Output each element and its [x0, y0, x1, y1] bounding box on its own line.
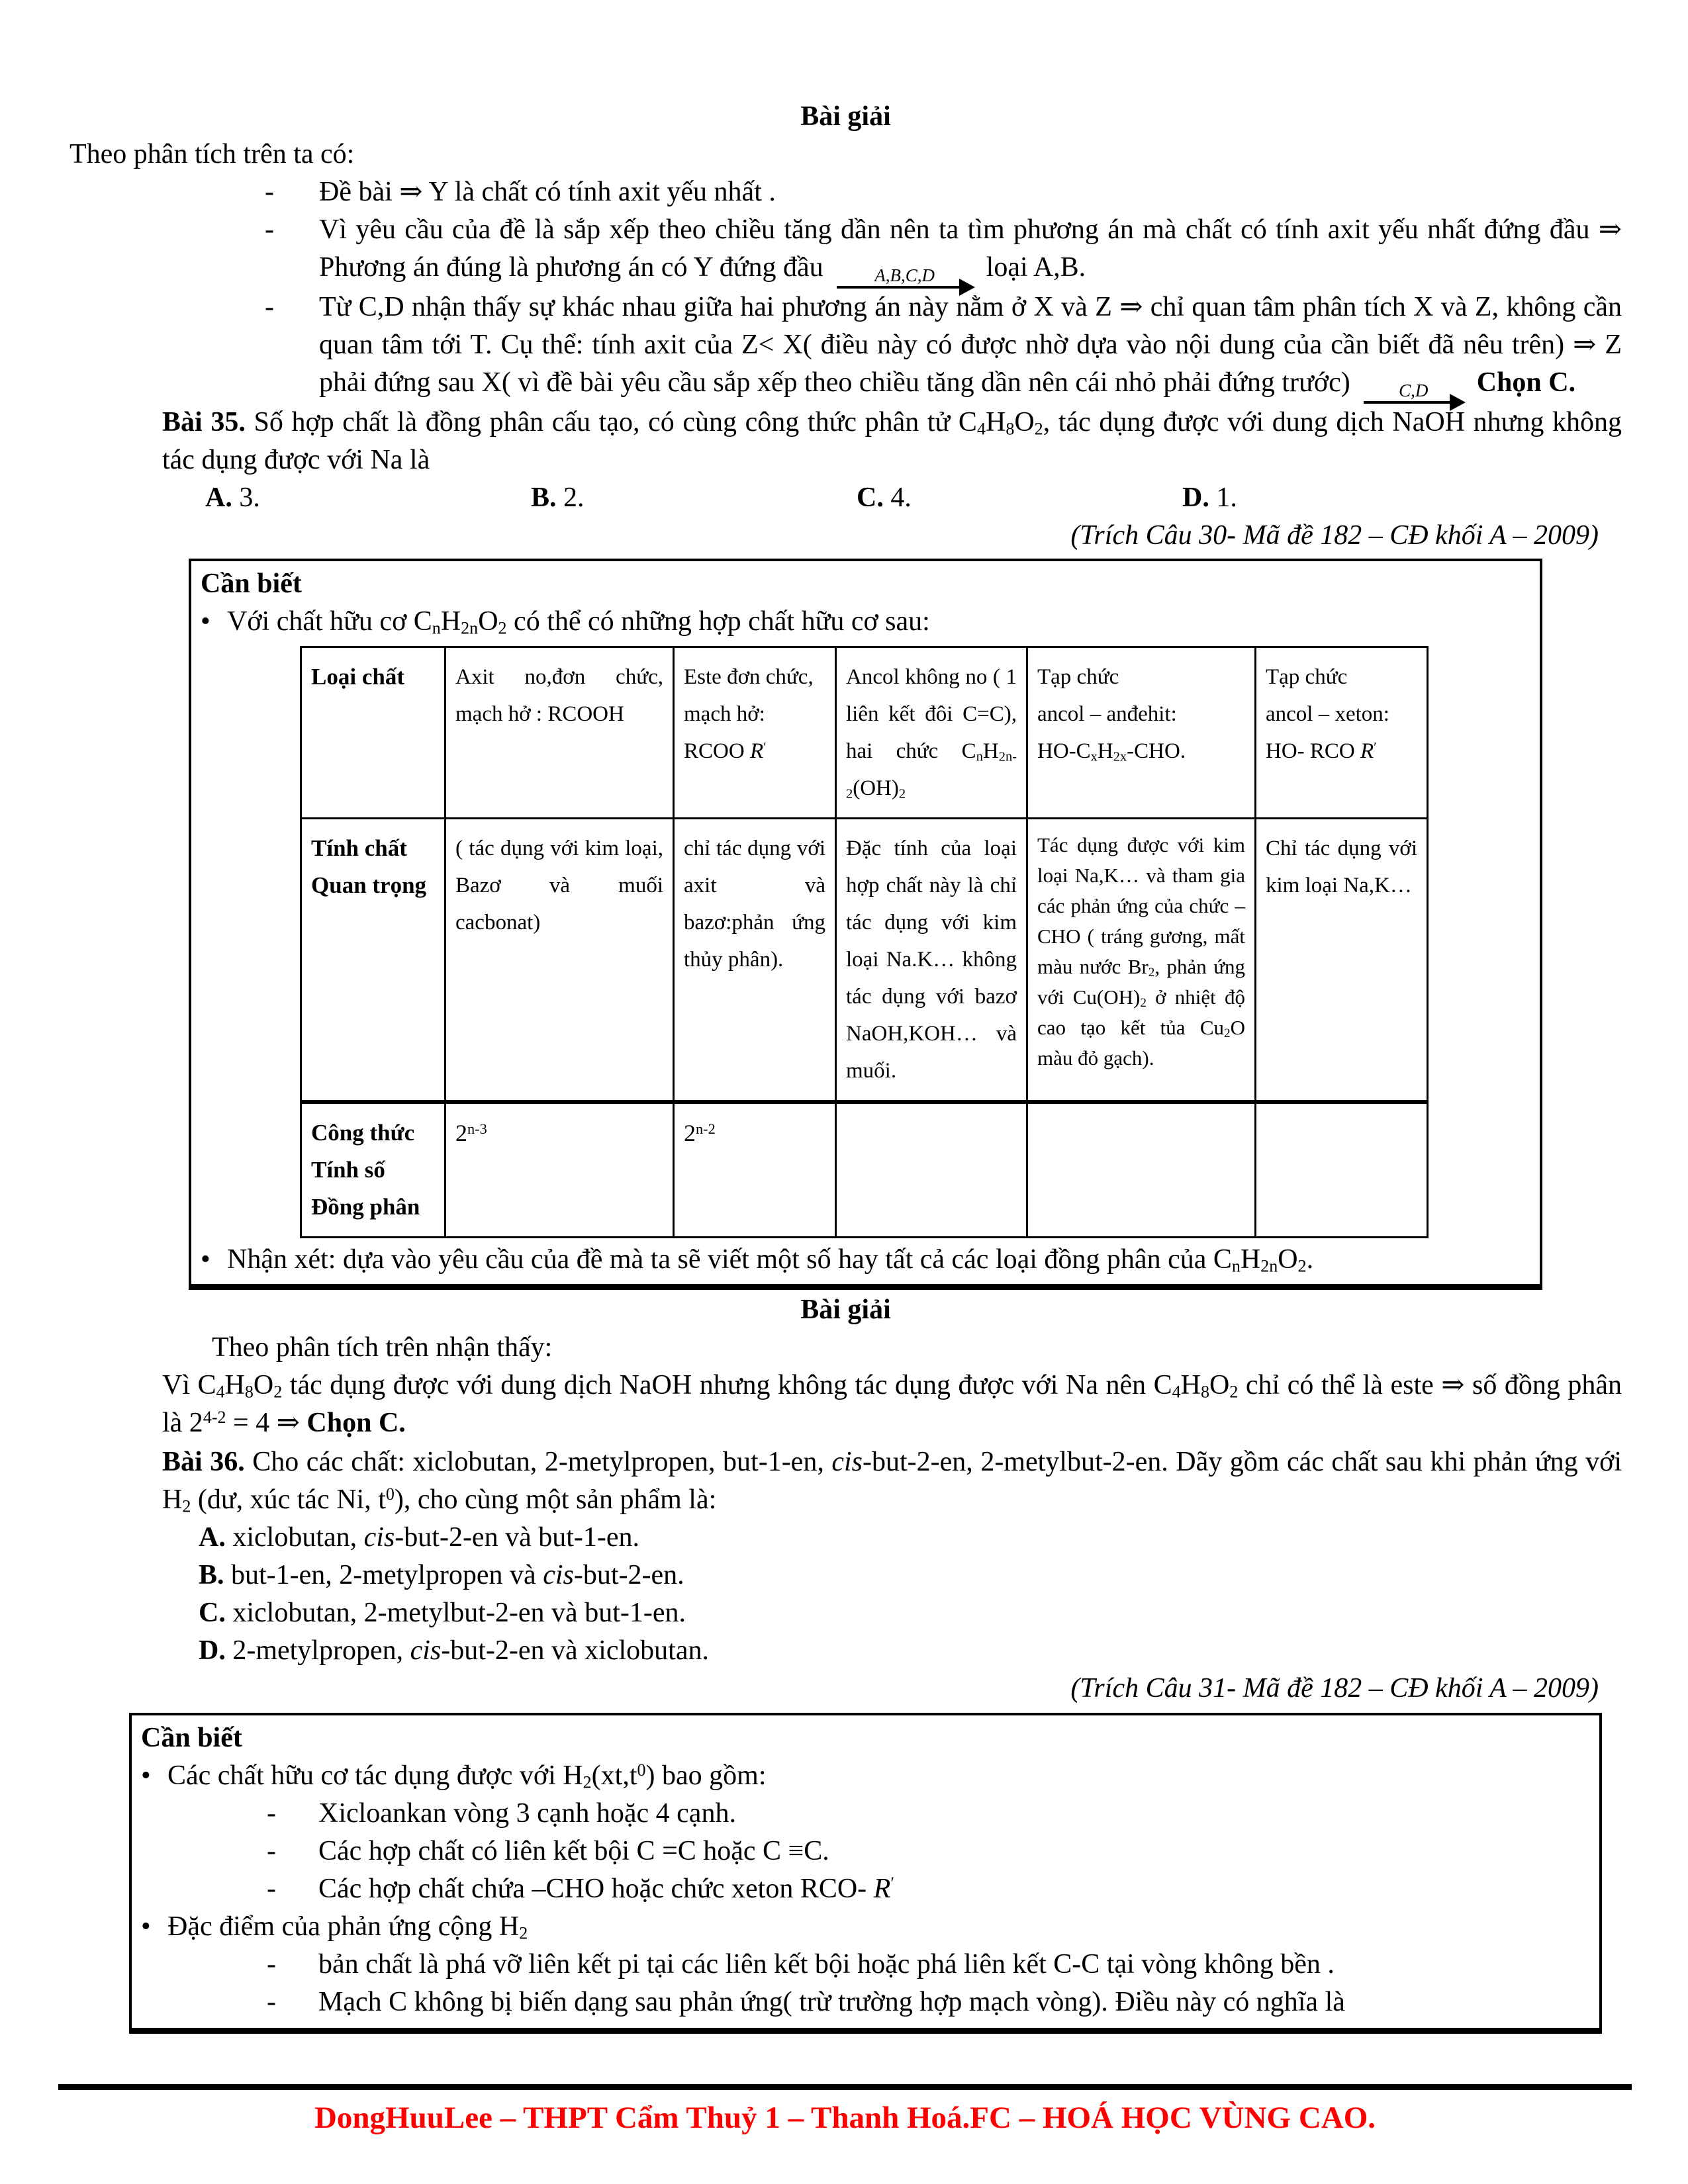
answer-key: D. — [1182, 482, 1209, 513]
info-bullet-text: Với chất hữu cơ $C_nH_{2n}O_2$ có thể có những hợp chất hữu cơ sau: — [227, 606, 930, 638]
option-text: xiclobutan, cis-but-2-en và but-1-en. — [232, 1522, 639, 1553]
reaction-arrow — [837, 267, 972, 289]
solution-heading-35: Bài giải — [800, 1295, 891, 1325]
problem-36-label: Bài 36. — [162, 1447, 245, 1477]
list-item-text: Đề bài ⇒ Y là chất có tính axit yếu nhất . — [319, 177, 776, 207]
answer-key: B. — [531, 482, 557, 513]
list-item — [265, 173, 1622, 211]
option-row — [199, 1519, 1622, 1557]
dash-icon: - — [267, 1949, 276, 1979]
table-cell: Tác dụng được với kim loại Na,K… và tham gia các phản ứng của chức –CHO ( tráng gương, mất màu nước $Br_2$, phản ứng với $Cu(OH)_2$ ở nhiệt độ cao tạo kết tủa $Cu_2O$ màu đỏ gạch). — [1027, 819, 1256, 1103]
info-box-title: Cần biết — [201, 569, 302, 599]
arrow-line-icon — [837, 286, 972, 289]
table-row-label: Công thức Tính số Đồng phân — [301, 1102, 445, 1238]
list-item — [265, 289, 1622, 404]
option-text: xiclobutan, 2-metylbut-2-en và but-1-en. — [232, 1598, 686, 1628]
table-row-properties — [301, 819, 1428, 1103]
option-row — [199, 1557, 1622, 1594]
list-item — [265, 211, 1622, 289]
table-cell: Đặc tính của loại hợp chất này là chỉ tác dụng với kim loại Na.K… không tác dụng với bazơ NaOH,KOH… và muối. — [836, 819, 1027, 1103]
answer-option — [857, 479, 1182, 517]
analysis-list — [70, 173, 1622, 404]
table-header-cell: Ancol không no ( 1 liên kết đôi C=C), hai chức $C_nH_{2n-2}(OH)_2$ — [836, 647, 1027, 819]
page-footer — [58, 2084, 1632, 2136]
table-cell: Chỉ tác dụng với kim loại Na,K… — [1256, 819, 1428, 1103]
reaction-arrow — [1364, 382, 1463, 404]
table-row-label: Tính chất Quan trọng — [301, 819, 445, 1103]
table-header-cell: Loại chất — [301, 647, 445, 819]
analysis-text: Từ C,D nhận thấy sự khác nhau giữa hai phương án này nằm ở X và Z ⇒ chỉ quan tâm phân tích X và Z, không cần quan tâm tới T. Cụ thể: tính axit của Z< X( điều này có được nhờ dựa vào nội dung của cần biết đã nêu trên) ⇒ Z phải đứng sau X( vì đề bài yêu cầu sắp xếp theo chiều tăng dần nên cái nhỏ phải đứng trước) — [319, 292, 1622, 398]
table-header-cell: Tạp chức ancol – xeton: HO- RCO R′ — [1256, 647, 1428, 819]
table-cell: ( tác dụng với kim loại, Bazơ và muối cacbonat) — [445, 819, 674, 1103]
footer-text: DongHuuLee – THPT Cẩm Thuỷ 1 – Thanh Hoá.FC – HOÁ HỌC VÙNG CAO. — [314, 2101, 1376, 2135]
bullet-icon: • — [141, 1760, 151, 1791]
option-key: B. — [199, 1560, 224, 1590]
arrow-line-icon — [1364, 401, 1463, 404]
table-header-cell: Axit no,đơn chức, mạch hở : RCOOH — [445, 647, 674, 819]
list-item-text — [319, 289, 1622, 404]
table-header-cell: Tạp chức ancol – anđehit: $HO-C_xH_{2x}$-CHO. — [1027, 647, 1256, 819]
source-citation-35: (Trích Câu 30- Mã đề 182 – CĐ khối A – 2009) — [1070, 520, 1599, 551]
hydrogenation-list — [141, 1795, 1587, 1908]
reaction-arrow-label: C,D — [1399, 381, 1429, 400]
answer-option — [531, 479, 857, 517]
list-item-text: Mạch C không bị biến dạng sau phản ứng( trừ trường hợp mạch vòng). Điều này có nghĩa là — [318, 1987, 1345, 2017]
bullet-icon: • — [201, 606, 211, 637]
list-item — [267, 1946, 1587, 1983]
option-row — [199, 1632, 1622, 1670]
table-header-row — [301, 647, 1428, 819]
list-item — [267, 1795, 1587, 1833]
answer-row-35 — [205, 479, 1622, 517]
list-item — [267, 1983, 1587, 2021]
table-cell — [836, 1102, 1027, 1238]
table-cell — [1027, 1102, 1256, 1238]
list-item — [267, 1833, 1587, 1870]
addition-notes-list — [141, 1946, 1587, 2021]
compound-types-table — [300, 646, 1429, 1238]
table-cell: 2$^{n-2}$ — [674, 1102, 836, 1238]
bullet-icon: • — [201, 1244, 211, 1275]
solution-intro-34: Theo phân tích trên ta có: — [70, 139, 355, 169]
info-box-title: Cần biết — [141, 1723, 242, 1753]
problem-36-text: Cho các chất: xiclobutan, 2-metylpropen, but-1-en, cis-but-2-en, 2-metylbut-2-en. Dãy gồm các chất sau khi phản ứng với $H_2$ (dư, xúc tác Ni, $t^0$), cho cùng một sản phẩm là: — [162, 1447, 1622, 1516]
problem-35-label: Bài 35. — [162, 407, 246, 437]
solution-heading-34: Bài giải — [800, 101, 891, 132]
option-key: D. — [199, 1635, 226, 1666]
problem-35 — [162, 404, 1622, 479]
list-item-text: bản chất là phá vỡ liên kết pi tại các liên kết bội hoặc phá liên kết C-C tại vòng không bền . — [318, 1949, 1335, 1979]
option-key: A. — [199, 1522, 226, 1553]
dash-icon: - — [265, 292, 274, 322]
bullet-icon: • — [141, 1911, 151, 1942]
list-item-text: Xicloankan vòng 3 cạnh hoặc 4 cạnh. — [318, 1798, 736, 1829]
dash-icon: - — [267, 1874, 276, 1904]
solution-intro-35: Theo phân tích trên nhận thấy: — [212, 1332, 553, 1363]
solution-body-35: Vì $C_4H_8O_2$ tác dụng được với dung dịch NaOH nhưng không tác dụng được với Na nên $C_4H_8O_2$ chỉ có thể là este ⇒ số đồng phân là $2^{4-2} = 4$ ⇒ Chọn C. — [162, 1370, 1622, 1438]
problem-35-text: Số hợp chất là đồng phân cấu tạo, có cùng công thức phân tử $C_4H_8O_2$, tác dụng được với dung dịch NaOH nhưng không tác dụng được với Na là — [162, 407, 1622, 475]
table-header-cell: Este đơn chức, mạch hở: RCOO R′ — [674, 647, 836, 819]
list-item-text — [319, 211, 1622, 289]
info-bullet-text: Các chất hữu cơ tác dụng được với $H_2(xt,t^0)$ bao gồm: — [167, 1760, 767, 1792]
table-cell — [1256, 1102, 1428, 1238]
info-bullet-line — [141, 1908, 1587, 1946]
table-cell: chỉ tác dụng với axit và bazơ:phản ứng thủy phân). — [674, 819, 836, 1103]
reaction-arrow-label: A,B,C,D — [874, 265, 935, 285]
dash-icon: - — [265, 214, 274, 245]
table-cell: 2$^{n-3}$ — [445, 1102, 674, 1238]
info-box-36 — [129, 1713, 1602, 2034]
answer-key: A. — [205, 482, 232, 513]
list-item-text: Các hợp chất có liên kết bội C =C hoặc C ≡C. — [318, 1836, 829, 1866]
info-bullet-line — [201, 603, 1528, 641]
dash-icon: - — [267, 1836, 276, 1866]
info-box-35 — [189, 559, 1542, 1290]
info-bullet-line — [141, 1757, 1587, 1795]
answer-option — [205, 479, 531, 517]
answer-value: 3. — [239, 482, 260, 513]
answer-value: 2. — [563, 482, 585, 513]
answer-key: C. — [857, 482, 884, 513]
list-item — [267, 1870, 1587, 1908]
analysis-text: Vì yêu cầu của đề là sắp xếp theo chiều tăng dần nên ta tìm phương án mà chất có tính axit yếu nhất đứng đầu ⇒ Phương án đúng là phương án có Y đứng đầu — [319, 214, 1622, 283]
source-citation-36: (Trích Câu 31- Mã đề 182 – CĐ khối A – 2009) — [1070, 1673, 1599, 1704]
dash-icon: - — [267, 1798, 276, 1829]
analysis-conclusion: loại A,B. — [986, 252, 1086, 283]
option-text: 2-metylpropen, cis-but-2-en và xiclobutan. — [232, 1635, 709, 1666]
info-note-line — [201, 1241, 1528, 1279]
analysis-conclusion: Chọn C. — [1476, 367, 1576, 398]
option-text: but-1-en, 2-metylpropen và cis-but-2-en. — [231, 1560, 684, 1590]
problem-36 — [162, 1443, 1622, 1519]
info-note-text: Nhận xét: dựa vào yêu cầu của đề mà ta sẽ viết một số hay tất cả các loại đồng phân của $C_nH_{2n}O_2$. — [227, 1244, 1314, 1276]
list-item-text: Các hợp chất chứa –CHO hoặc chức xeton RCO- R′ — [318, 1873, 895, 1904]
answer-value: 1. — [1216, 482, 1237, 513]
table-row-formula — [301, 1102, 1428, 1238]
dash-icon: - — [267, 1987, 276, 2017]
answer-option — [1182, 479, 1237, 517]
info-bullet-text: Đặc điểm của phản ứng cộng $H_2$ — [167, 1911, 528, 1943]
option-row — [199, 1594, 1622, 1632]
dash-icon: - — [265, 177, 274, 207]
option-key: C. — [199, 1598, 226, 1628]
answer-value: 4. — [890, 482, 912, 513]
